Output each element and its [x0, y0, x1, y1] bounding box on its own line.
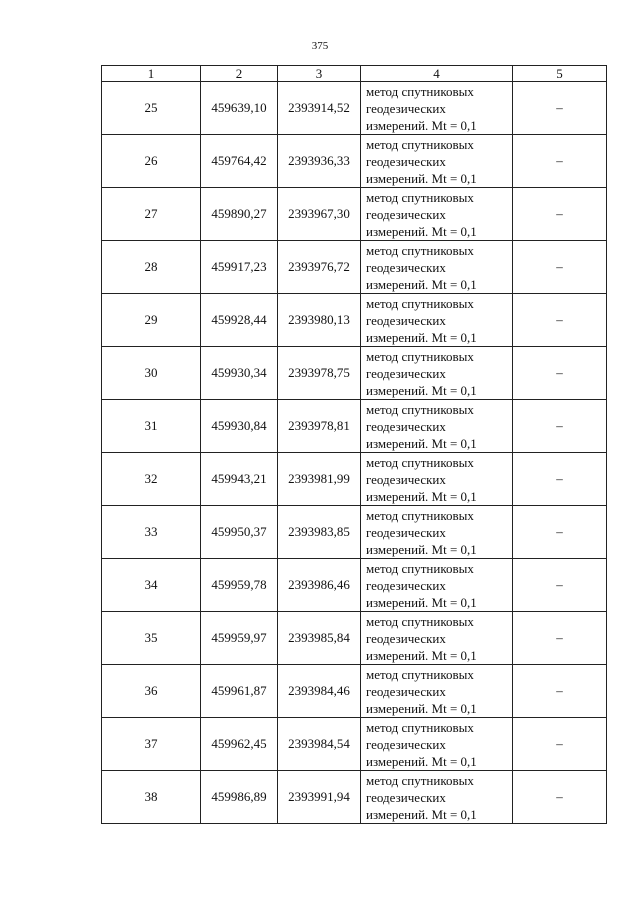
- table-row: [102, 718, 607, 771]
- x-coordinate-cell: 459930,34: [201, 347, 278, 400]
- y-coordinate-cell: 2393986,46: [278, 559, 361, 612]
- x-coordinate-cell: 459930,84: [201, 400, 278, 453]
- method-text-line-3: измерений. Mt = 0,1: [366, 700, 477, 716]
- x-coordinate-cell: 459962,45: [201, 718, 278, 771]
- method-text-line-3: измерений. Mt = 0,1: [366, 647, 477, 663]
- method-cell: [361, 771, 513, 824]
- method-cell: [361, 188, 513, 241]
- point-number-cell: 25: [102, 82, 201, 135]
- x-coordinate-cell: 459890,27: [201, 188, 278, 241]
- x-coordinate-cell: 459959,97: [201, 612, 278, 665]
- method-text-line-3: измерений. Mt = 0,1: [366, 806, 477, 822]
- method-text-line-2: геодезических: [366, 789, 446, 805]
- note-cell: –: [513, 188, 607, 241]
- method-text-line-2: геодезических: [366, 312, 446, 328]
- y-coordinate-cell: 2393978,81: [278, 400, 361, 453]
- method-text-line-2: геодезических: [366, 630, 446, 646]
- note-cell: –: [513, 453, 607, 506]
- method-text-line-1: метод спутниковых: [366, 136, 474, 152]
- method-cell: [361, 559, 513, 612]
- note-cell: –: [513, 665, 607, 718]
- method-text-line-1: метод спутниковых: [366, 719, 474, 735]
- table-row: [102, 188, 607, 241]
- method-text-line-1: метод спутниковых: [366, 772, 474, 788]
- y-coordinate-cell: 2393914,52: [278, 82, 361, 135]
- table-row: [102, 665, 607, 718]
- x-coordinate-cell: 459917,23: [201, 241, 278, 294]
- table-row: [102, 771, 607, 824]
- y-coordinate-cell: 2393981,99: [278, 453, 361, 506]
- method-text-line-3: измерений. Mt = 0,1: [366, 435, 477, 451]
- table-row: [102, 612, 607, 665]
- table-row: [102, 400, 607, 453]
- method-text-line-1: метод спутниковых: [366, 666, 474, 682]
- y-coordinate-cell: 2393983,85: [278, 506, 361, 559]
- point-number-cell: 28: [102, 241, 201, 294]
- header-cell-1: 1: [102, 66, 201, 82]
- method-text-line-2: геодезических: [366, 365, 446, 381]
- y-coordinate-cell: 2393976,72: [278, 241, 361, 294]
- header-cell-5: 5: [513, 66, 607, 82]
- point-number-cell: 29: [102, 294, 201, 347]
- method-text-line-1: метод спутниковых: [366, 242, 474, 258]
- table-row: [102, 82, 607, 135]
- y-coordinate-cell: 2393991,94: [278, 771, 361, 824]
- method-text-line-2: геодезических: [366, 153, 446, 169]
- note-cell: –: [513, 241, 607, 294]
- note-cell: –: [513, 612, 607, 665]
- y-coordinate-cell: 2393980,13: [278, 294, 361, 347]
- method-cell: [361, 718, 513, 771]
- point-number-cell: 32: [102, 453, 201, 506]
- method-cell: [361, 241, 513, 294]
- method-text-line-1: метод спутниковых: [366, 295, 474, 311]
- y-coordinate-cell: 2393984,46: [278, 665, 361, 718]
- note-cell: –: [513, 559, 607, 612]
- header-cell-3: 3: [278, 66, 361, 82]
- method-text-line-1: метод спутниковых: [366, 83, 474, 99]
- header-cell-4: 4: [361, 66, 513, 82]
- method-cell: [361, 506, 513, 559]
- method-text-line-1: метод спутниковых: [366, 560, 474, 576]
- method-cell: [361, 665, 513, 718]
- method-text-line-3: измерений. Mt = 0,1: [366, 170, 477, 186]
- note-cell: –: [513, 400, 607, 453]
- table-row: [102, 347, 607, 400]
- point-number-cell: 31: [102, 400, 201, 453]
- method-text-line-1: метод спутниковых: [366, 507, 474, 523]
- method-text-line-2: геодезических: [366, 206, 446, 222]
- method-cell: [361, 82, 513, 135]
- method-text-line-1: метод спутниковых: [366, 454, 474, 470]
- table-row: [102, 506, 607, 559]
- method-text-line-2: геодезических: [366, 259, 446, 275]
- method-text-line-2: геодезических: [366, 577, 446, 593]
- note-cell: –: [513, 718, 607, 771]
- method-text-line-3: измерений. Mt = 0,1: [366, 488, 477, 504]
- x-coordinate-cell: 459950,37: [201, 506, 278, 559]
- header-cell-2: 2: [201, 66, 278, 82]
- method-cell: [361, 453, 513, 506]
- note-cell: –: [513, 82, 607, 135]
- method-text-line-2: геодезических: [366, 471, 446, 487]
- point-number-cell: 27: [102, 188, 201, 241]
- method-text-line-2: геодезических: [366, 100, 446, 116]
- method-cell: [361, 612, 513, 665]
- x-coordinate-cell: 459764,42: [201, 135, 278, 188]
- method-text-line-3: измерений. Mt = 0,1: [366, 541, 477, 557]
- table-row: [102, 453, 607, 506]
- method-text-line-3: измерений. Mt = 0,1: [366, 117, 477, 133]
- method-text-line-3: измерений. Mt = 0,1: [366, 223, 477, 239]
- page-number: 375: [311, 40, 329, 52]
- x-coordinate-cell: 459639,10: [201, 82, 278, 135]
- x-coordinate-cell: 459986,89: [201, 771, 278, 824]
- method-text-line-2: геодезических: [366, 736, 446, 752]
- note-cell: –: [513, 347, 607, 400]
- point-number-cell: 37: [102, 718, 201, 771]
- coordinates-table: [101, 65, 607, 824]
- note-cell: –: [513, 135, 607, 188]
- point-number-cell: 38: [102, 771, 201, 824]
- y-coordinate-cell: 2393985,84: [278, 612, 361, 665]
- method-cell: [361, 400, 513, 453]
- point-number-cell: 35: [102, 612, 201, 665]
- table-row: [102, 559, 607, 612]
- point-number-cell: 26: [102, 135, 201, 188]
- method-text-line-1: метод спутниковых: [366, 348, 474, 364]
- method-text-line-2: геодезических: [366, 683, 446, 699]
- method-cell: [361, 347, 513, 400]
- table-row: [102, 135, 607, 188]
- table-row: [102, 294, 607, 347]
- method-text-line-3: измерений. Mt = 0,1: [366, 276, 477, 292]
- method-text-line-1: метод спутниковых: [366, 613, 474, 629]
- y-coordinate-cell: 2393967,30: [278, 188, 361, 241]
- table-header-row: [102, 66, 607, 82]
- table-row: [102, 241, 607, 294]
- x-coordinate-cell: 459961,87: [201, 665, 278, 718]
- x-coordinate-cell: 459928,44: [201, 294, 278, 347]
- note-cell: –: [513, 294, 607, 347]
- note-cell: –: [513, 771, 607, 824]
- method-text-line-3: измерений. Mt = 0,1: [366, 382, 477, 398]
- method-text-line-2: геодезических: [366, 524, 446, 540]
- method-cell: [361, 135, 513, 188]
- method-text-line-3: измерений. Mt = 0,1: [366, 329, 477, 345]
- method-text-line-3: измерений. Mt = 0,1: [366, 594, 477, 610]
- point-number-cell: 33: [102, 506, 201, 559]
- point-number-cell: 30: [102, 347, 201, 400]
- point-number-cell: 34: [102, 559, 201, 612]
- note-cell: –: [513, 506, 607, 559]
- point-number-cell: 36: [102, 665, 201, 718]
- method-text-line-1: метод спутниковых: [366, 401, 474, 417]
- y-coordinate-cell: 2393984,54: [278, 718, 361, 771]
- x-coordinate-cell: 459943,21: [201, 453, 278, 506]
- method-text-line-1: метод спутниковых: [366, 189, 474, 205]
- y-coordinate-cell: 2393978,75: [278, 347, 361, 400]
- y-coordinate-cell: 2393936,33: [278, 135, 361, 188]
- method-text-line-2: геодезических: [366, 418, 446, 434]
- method-text-line-3: измерений. Mt = 0,1: [366, 753, 477, 769]
- method-cell: [361, 294, 513, 347]
- x-coordinate-cell: 459959,78: [201, 559, 278, 612]
